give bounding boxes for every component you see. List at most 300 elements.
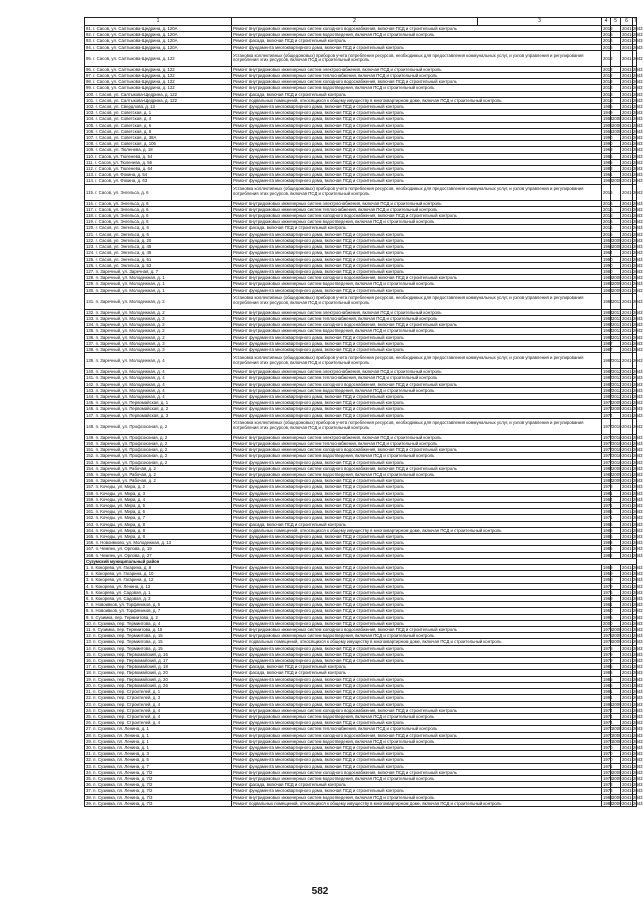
work-type-cell: Ремонт внутридомовых инженерных систем холодного водоснабжения, включая ПСД и строительный контроль [232,447,602,453]
work-type-cell: Ремонт внутридомовых инженерных систем водоотведения, включая ПСД и строительный контроль [232,775,602,781]
year-built-cell: 1966 [603,244,613,250]
table-row [85,293,637,309]
row-number: 132 [86,309,94,315]
address-cell: 140. п. Заречный, ул. Молодежная, д. 4 [85,369,232,375]
last-repair-year-cell: 2010 [612,453,622,459]
last-repair-year-cell: 2011 [612,315,622,321]
address-cell: 109. г. Сасов, ул. Тюленева, д. 18 [85,147,232,153]
address-cell: 159. п. Кочеды, ул. Мира, д. 4 [85,496,232,502]
planned-period-cell: 2041-2043 [622,670,643,676]
year-built-cell: 1961 [603,172,613,178]
address-text: г. Сасов, ул. Салтыкова-Щедрина, д. 122 [95,91,178,97]
last-repair-year-cell: 2009 [612,406,622,412]
year-built-cell: 1987 [603,387,613,393]
address-text: п. Заречный, ул. Заречная, д. 7 [95,268,158,274]
address-text: п. Кочеды, ул. Мира, д. 5 [95,503,145,508]
year-built-cell: 1977 [602,418,611,434]
address-text: г. Сасов, ул. Советская, д. 1 [95,110,152,116]
year-built-cell: 1987 [602,353,611,369]
planned-period-cell: 2041-2043 [622,707,643,713]
header-col-1: 1 [85,18,232,26]
year-built-cell: 2013 [603,73,613,79]
address-text: г. Сасов, ул. Салтыкова-Щедрина, д. 122 [93,73,175,79]
address-cell: 124. г. Сасов, ул. Энгельса, д. 49 [85,250,232,256]
planned-period-cell: 2041-2043 [622,720,643,726]
year-built-cell: 2013 [603,97,613,103]
address-text: п. Сузимка, пл. Ленина, д. 7/3 [93,800,153,806]
planned-period-cell: 2041-2043 [622,97,643,103]
address-text: г. Сасов, ул. Советская, д. 4 [95,116,152,122]
work-type-cell: Ремонт фундамента многоквартирного дома, включая ПСД и строительный контроль [232,602,602,608]
address-text: п. Заречный, ул. Первомайская, д. 1 [95,400,169,406]
last-repair-year-cell: 2012 [612,369,622,375]
row-number: 4 [86,583,89,589]
row-number: 105 [86,122,94,128]
year-built-cell: 1984 [602,293,611,309]
address-text: п. Кокорева, ул. Садовая, д. 1 [90,589,151,595]
address-text: п. Сузимка, пер. Первомайский, д. 16 [93,651,168,657]
work-type-cell: Ремонт фундамента многоквартирного дома, включая ПСД и строительный контроль [232,44,602,50]
row-number: 126 [86,262,94,268]
work-type-cell: Ремонт внутридомовых инженерных систем теплоснабжения, включая ПСД и строительный контроль [232,375,602,381]
row-number: 21 [86,689,91,695]
address-cell: 17. п. Сузимка, пер. Первомайский, д. 18 [85,664,232,670]
address-text: п. Заречный, ул. Молодежная, д. 2 [95,328,165,334]
row-number: 143 [86,387,94,393]
row-number: 115 [86,189,93,195]
row-number: 28 [86,732,91,738]
address-text: п. Сузимка, пл. Ленина, д. 7/2 [93,775,153,781]
row-number: 34 [86,769,91,775]
address-text: п. Заречный, ул. Рабочая, д. 2 [95,465,156,471]
planned-period-cell: 2041-2043 [622,608,643,614]
row-number: 103 [86,110,94,116]
work-type-cell: Ремонт фундамента многоквартирного дома, включая ПСД и строительный контроль [232,412,602,418]
work-type-cell: Ремонт фундамента многоквартирного дома, включая ПСД и строительный контроль [232,757,602,763]
address-cell: 11. п. Сузимка, пер. Термиитова, д. 15 [85,627,232,633]
address-cell: 143. п. Заречный, ул. Молодежная, д. 4 [85,387,232,393]
address-text: г. Сасов, ул. Свердлова, д. 13 [95,104,155,110]
row-number: 37 [86,788,91,794]
planned-period-cell: 2041-2043 [622,434,643,440]
address-cell: 112. г. Сасов, ул. Тюленева, д. 64 [85,166,232,172]
work-type-cell: Ремонт подвальных помещений, относящихся к общему имуществу в многоквартирном доме, включая ПСД и строительный контроль [232,527,602,533]
address-cell: 2. п. Кокорева, ул. Гагарина, д. 10 [85,571,232,577]
last-repair-year-cell: 2009 [612,794,622,800]
address-cell: 28. п. Сузимка, пл. Ленина, д. 1 [85,732,232,738]
address-text: п. Заречный, ул. Профсоюзная, д. 2 [95,423,168,429]
row-number: 161 [86,509,94,515]
work-type-cell: Ремонт фундамента многоквартирного дома, включая ПСД и строительный контроль [232,676,602,682]
year-built-cell: 1984 [603,334,613,340]
address-cell: 154. п. Заречный, ул. Рабочая, д. 2 [85,465,232,471]
work-type-cell: Ремонт внутридомовых инженерных систем водоотведения, включая ПСД и строительный контроль [232,281,602,287]
planned-period-cell: 2041-2043 [622,713,643,719]
address-text: п. Сузимка, пер. Термиитова, д. 2 [90,614,158,620]
row-number: 159 [86,496,94,502]
address-text: г. Сасов, ул. Салтыкова-Щедрина, д. 120А [93,38,178,44]
year-built-cell: 1970 [603,751,613,757]
address-cell: 103. г. Сасов, ул. Советская, д. 1 [85,110,232,116]
row-number: 98 [86,79,91,85]
row-number: 131 [86,298,94,304]
work-type-cell: Ремонт фундамента многоквартирного дома, включая ПСД и строительный контроль [232,459,602,465]
address-cell: 96. г. Сасов, ул. Салтыкова-Щедрина, д. 122 [85,66,232,72]
address-text: п. Кокорева, ул. Гагарина, д. 10 [90,571,154,577]
planned-period-cell: 2041-2043 [621,184,633,200]
row-number: 18 [86,670,91,676]
address-text: п. Кочеды, ул. Мира, д. 6 [95,509,145,515]
address-cell: 25. п. Сузимка, пер. Строителей, д. 4 [85,713,232,719]
planned-period-cell: 2041-2043 [622,110,643,116]
row-number: 166 [86,540,94,546]
last-repair-year-cell: 2011 [612,322,622,328]
work-type-cell: Ремонт фундамента многоквартирного дома, включая ПСД и строительный контроль [232,334,602,340]
planned-period-cell: 2041-2043 [622,509,643,515]
planned-period-cell: 2041-2043 [622,620,643,626]
address-cell: 160. п. Кочеды, ул. Мира, д. 5 [85,503,232,509]
work-type-cell: Ремонт фасада, включая ПСД и строительный контроль [232,670,602,676]
year-built-cell: 1974 [603,713,613,719]
planned-period-cell: 2041-2043 [622,387,643,393]
year-built-cell: 1990 [603,262,613,268]
row-number: 150 [86,440,94,446]
planned-period-cell: 2041-2043 [622,322,643,328]
work-type-cell: Ремонт внутридомовых инженерных систем холодного водоснабжения, включая ПСД и строительный контроль [232,627,602,633]
row-number: 3 [86,577,89,583]
address-text: п. Заречный, ул. Молодежная, д. 4 [95,358,165,364]
row-number: 123 [86,244,94,250]
address-text: п. Сузимка, пл. Ленина, д. 1 [93,726,149,732]
row-number: 24 [86,707,91,713]
address-text: г. Сасов, ул. Энгельса, д. 51 [95,256,152,262]
planned-period-cell: 2041-2043 [622,38,643,44]
row-number: 110 [86,153,93,159]
year-built-cell: 1986 [603,521,613,527]
last-repair-year-cell: 2009 [612,769,622,775]
planned-period-cell: 2041-2043 [622,633,643,639]
year-built-cell: 1979 [603,583,613,589]
row-number: 17 [86,664,91,670]
work-type-cell: Ремонт внутридомовых инженерных систем холодного водоснабжения, включая ПСД и строительный контроль [232,26,602,32]
address-cell: 9. п. Сузимка, пер. Термиитова, д. 2 [85,614,232,620]
work-type-cell: Ремонт подвальных помещений, относящихся к общему имуществу в многоквартирном доме, включая ПСД и строительный контроль [232,639,602,645]
year-built-cell: 1954 [603,116,613,122]
year-built-cell: 1991 [603,701,613,707]
address-cell: 145. п. Заречный, ул. Первомайская, д. 1 [85,400,232,406]
year-built-cell: 1983 [603,281,613,287]
planned-period-cell: 2041-2043 [622,309,643,315]
last-repair-year-cell: 2009 [612,701,622,707]
planned-period-cell: 2041-2043 [622,268,643,274]
year-built-cell: 2016 [603,200,613,206]
address-text: г. Сасов, ул. Салтыкова-Щедрина, д. 120А [93,26,178,31]
year-built-cell: 1977 [603,447,613,453]
address-cell: 3. п. Кокорева, ул. Гагарина, д. 12 [85,577,232,583]
address-cell: 107. г. Сасов, ул. Советская, д. 38А [85,135,232,141]
address-cell: 150. п. Заречный, ул. Профсоюзная, д. 2 [85,440,232,446]
row-number: 145 [86,400,94,406]
address-text: п. Новоивков, ул. Торфяников, д. 5 [90,602,161,608]
address-text: п. Сузимка, пл. Ленина, д. 7/2 [93,769,153,775]
planned-period-cell: 2041-2043 [622,369,643,375]
address-text: г. Сасов, ул. Энгельса, д. 6 [95,231,149,237]
address-cell: 20. п. Сузимка, пер. Первомайский, д. 26 [85,682,232,688]
address-cell: 162. п. Кочеды, ул. Мира, д. 7 [85,515,232,521]
row-number: 29 [86,738,91,744]
header-col-5: 5 [611,18,621,26]
address-text: п. Сузимка, пл. Ленина, д. 1 [93,744,149,750]
header-col-4: 4 [602,18,611,26]
address-cell: 148. п. Заречный, ул. Профсоюзная, д. 2 [85,418,232,434]
address-cell: 126. г. Сасов, ул. Энгельса, д. 53 [85,262,232,268]
year-built-cell: 1970 [603,744,613,750]
address-cell: 6. п. Кокорева, ул. Садовая, д. 3 [85,596,232,602]
work-type-cell: Установка коллективных (общедомовых) приборов учета потребления ресурсов, необходимых для предоставления коммунальных услуг, и узлов управления и регулирования потребления этих ресурсов, включая ПСД и строительный контроль [232,353,602,369]
address-text: п. Заречный, ул. Профсоюзная, д. 2 [95,447,168,453]
address-text: п. Сузимка, пер. Строителей, д. 1 [93,689,161,695]
address-cell: 13. п. Сузимка, пер. Термиитова, д. 15 [85,639,232,645]
address-cell: 156. п. Заречный, ул. Рабочая, д. 2 [85,478,232,484]
work-type-cell: Ремонт внутридомовых инженерных систем водоотведения, включая ПСД и строительный контроль [232,471,602,477]
row-number: 153 [86,459,94,465]
address-text: п. Кочеды, ул. Мира, д. 7 [95,515,145,521]
address-cell: 21. п. Сузимка, пер. Строителей, д. 1 [85,689,232,695]
year-built-cell: 2016 [602,184,611,200]
last-repair-year-cell: 2009 [612,400,622,406]
work-type-cell: Ремонт внутридомовых инженерных систем холодного водоснабжения, включая ПСД и строительный контроль [232,707,602,713]
address-text: п. Сузимка, пер. Термиитова, д. 15 [92,627,163,633]
address-cell: 155. п. Заречный, ул. Рабочая, д. 2 [85,471,232,477]
last-repair-year-cell: 2009 [612,639,622,645]
row-number: 94 [86,44,91,50]
address-text: г. Сасов, ул. Салтыкова-Щедрина, д. 122 [93,85,175,91]
last-repair-year-cell: 2009 [612,287,622,293]
address-cell: 134. п. Заречный, ул. Молодежная, д. 2 [85,322,232,328]
address-text: п. Сузимка, пер. Термиитова, д. 15 [93,633,163,639]
year-built-cell: 1984 [603,309,613,315]
address-text: п. Сузимка, пер. Строителей, д. 4 [93,713,161,719]
planned-period-cell: 2041-2043 [622,527,643,533]
planned-period-cell: 2041-2043 [622,381,643,387]
row-number: 93 [86,38,91,44]
work-type-cell: Ремонт внутридомовых инженерных систем электроснабжения, включая ПСД и строительный контроль [232,434,602,440]
row-number: 151 [86,447,94,453]
row-number: 141 [86,375,94,381]
last-repair-year-cell: 2009 [612,633,622,639]
row-number: 111 [86,159,93,165]
row-number: 92 [86,32,91,38]
last-repair-year-cell: 2011 [611,293,621,309]
row-number: 30 [86,744,91,750]
planned-period-cell: 2041-2043 [622,225,643,231]
last-repair-year-cell: 2009 [612,275,622,281]
row-number: 147 [86,412,94,418]
address-text: г. Сасов, ул. Советская, д. 106 [95,141,156,147]
row-number: 114 [86,178,93,184]
work-type-cell: Установка коллективных (общедомовых) приборов учета потребления ресурсов, необходимых для предоставления коммунальных услуг, и узлов управления и регулирования потребления этих ресурсов, включая ПСД и строительный контроль [232,50,602,66]
work-type-cell: Ремонт фундамента многоквартирного дома, включая ПСД и строительный контроль [232,478,602,484]
planned-period-cell: 2041-2043 [622,627,643,633]
work-type-cell: Ремонт фундамента многоквартирного дома, включая ПСД и строительный контроль [232,262,602,268]
year-built-cell: 2013 [603,79,613,85]
last-repair-year-cell: 2009 [612,281,622,287]
planned-period-cell: 2041-2043 [622,172,643,178]
work-type-cell: Ремонт фасада, включая ПСД и строительный контроль [232,782,602,788]
address-cell: 4. п. Кокорева, ул. Ленина, д. 13 [85,583,232,589]
planned-period-cell: 2041-2043 [622,490,643,496]
year-built-cell: 2000 [603,620,613,626]
work-type-cell: Ремонт внутридомовых инженерных систем теплоснабжения, включая ПСД и строительный контроль [232,440,602,446]
planned-period-cell: 2041-2043 [622,695,643,701]
year-built-cell: 1971 [603,503,613,508]
last-repair-year-cell: 2008 [612,732,622,738]
work-type-cell: Ремонт фундамента многоквартирного дома, включая ПСД и строительный контроль [232,589,602,595]
planned-period-cell: 2041-2043 [622,375,643,381]
planned-period-cell: 2041-2043 [622,775,643,781]
row-number: 100 [86,91,94,97]
year-built-cell: 1984 [603,478,613,484]
year-built-cell: 1983 [603,800,613,806]
year-built-cell: 1974 [603,412,613,418]
planned-period-cell: 2041-2043 [622,726,643,732]
address-cell: 136. п. Заречный, ул. Молодежная, д. 2 [85,334,232,340]
year-built-cell: 1983 [603,540,613,546]
work-type-cell: Ремонт внутридомовых инженерных систем электроснабжения, включая ПСД и строительный контроль [232,200,602,206]
table-row [85,418,637,434]
work-type-cell: Ремонт фундамента многоквартирного дома, включая ПСД и строительный контроль [232,166,602,172]
work-type-cell: Ремонт внутридомовых инженерных систем водоотведения, включая ПСД и строительный контроль [232,794,602,800]
row-number: 38 [86,794,91,800]
year-built-cell: 1987 [603,393,613,399]
row-number: 129 [86,281,94,287]
work-type-cell: Ремонт фундамента многоквартирного дома, включая ПСД и строительный контроль [232,509,602,515]
year-built-cell: 1976 [603,589,613,595]
work-type-cell: Ремонт фундамента многоквартирного дома, включая ПСД и строительный контроль [232,141,602,147]
planned-period-cell: 2041-2043 [622,515,643,521]
address-text: п. Заречный, ул. Молодежная, д. 4 [95,393,165,399]
address-cell: 10. п. Сузимка, пер. Термиитова, д. 4 [85,620,232,626]
address-text: г. Сасов, ул. Энгельса, д. 20 [95,237,152,243]
address-cell: 164. п. Кочеды, ул. Мира, д. 8 [85,527,232,533]
row-number: 149 [86,434,94,440]
planned-period-cell: 2041-2043 [622,447,643,453]
row-number: 97 [86,73,91,79]
register-body [85,26,643,807]
planned-period-cell: 2041-2043 [622,744,643,750]
address-cell: 97. г. Сасов, ул. Салтыкова-Щедрина, д. 122 [85,73,232,79]
row-number: 106 [86,128,94,134]
address-cell: 102. г. Сасов, ул. Свердлова, д. 13 [85,104,232,110]
planned-period-cell: 2041-2043 [622,534,643,540]
row-number: 31 [86,751,91,757]
work-type-cell: Ремонт фасада, включая ПСД и строительный контроль [232,521,602,527]
row-number: 135 [86,328,94,334]
work-type-cell: Установка коллективных (общедомовых) приборов учета потребления ресурсов, необходимых для предоставления коммунальных услуг, и узлов управления и регулирования потребления этих ресурсов, включая ПСД и строительный контроль [232,184,602,200]
work-type-cell: Ремонт фундамента многоквартирного дома, включая ПСД и строительный контроль [232,583,602,589]
address-text: п. Заречный, ул. Профсоюзная, д. 2 [95,434,168,440]
planned-period-cell: 2041-2043 [621,353,633,369]
year-built-cell: 1982 [603,552,613,558]
address-cell: 111. г. Сасов, ул. Тюленева, д. 56 [85,159,232,165]
work-type-cell: Ремонт фундамента многоквартирного дома, включая ПСД и строительный контроль [232,250,602,256]
row-number: 152 [86,453,94,459]
work-type-cell: Ремонт внутридомовых инженерных систем водоотведения, включая ПСД и строительный контроль [232,738,602,744]
row-number: 15 [86,651,91,657]
address-text: п. Сузимка, пер. Строителей, д. 3 [93,695,161,701]
row-number: 95 [86,55,91,61]
address-text: п. Сузимка, пер. Первомайский, д. 20 [93,670,168,676]
row-number: 121 [86,231,94,237]
work-type-cell: Ремонт фундамента многоквартирного дома, включая ПСД и строительный контроль [232,159,602,165]
work-type-cell: Ремонт фундамента многоквартирного дома, включая ПСД и строительный контроль [232,596,602,602]
address-cell: 100. г. Сасов, ул. Салтыкова-Щедрина, д. 122 [85,91,232,97]
planned-period-cell: 2041-2043 [622,287,643,293]
last-repair-year-cell: 2012 [612,381,622,387]
address-text: п. Чемпек, ул. Орлова, д. 27 [95,552,152,558]
planned-period-cell: 2041-2043 [622,116,643,122]
address-cell: 138. п. Заречный, ул. Молодежная, д. 3 [85,346,232,352]
work-type-cell: Ремонт фасада, включая ПСД и строительный контроль [232,664,602,670]
address-text: г. Сасов, ул. Советская, д. 6 [95,122,152,128]
row-number: 160 [86,503,94,508]
address-cell: 15. п. Сузимка, пер. Первомайский, д. 16 [85,651,232,657]
planned-period-cell: 2041-2043 [622,658,643,664]
planned-period-cell: 2041-2043 [622,135,643,141]
planned-period-cell: 2041-2043 [622,614,643,620]
year-built-cell: 2016 [603,206,613,212]
last-repair-year-cell: 2008 [612,726,622,732]
work-type-cell: Ремонт внутридомовых инженерных систем водоотведения, включая ПСД и строительный контроль [232,713,602,719]
work-type-cell: Ремонт фундамента многоквартирного дома, включая ПСД и строительный контроль [232,135,602,141]
work-type-cell: Ремонт подвальных помещений, относящихся к общему имуществу в многоквартирном доме, включая ПСД и строительный контроль [232,800,602,806]
address-cell: 92. г. Сасов, ул. Салтыкова-Щедрина, д. 120А [85,32,232,38]
planned-period-cell: 2041-2043 [622,546,643,552]
row-number: 36 [86,782,91,788]
column-number-row [85,18,637,26]
planned-period-cell: 2041-2043 [622,800,643,806]
row-number: 124 [86,250,94,256]
address-text: п. Заречный, ул. Профсоюзная, д. 2 [95,459,168,465]
year-built-cell: 1959 [603,565,613,571]
address-cell: 127. п. Заречный, ул. Заречная, д. 7 [85,268,232,274]
work-type-cell: Ремонт фундамента многоквартирного дома, включая ПСД и строительный контроль [232,237,602,243]
address-text: п. Кокорева, ул. Садовая, д. 3 [90,596,151,602]
year-built-cell: 1984 [603,328,613,334]
planned-period-cell: 2041-2043 [622,122,643,128]
address-text: п. Заречный, ул. Рабочая, д. 2 [95,471,156,477]
year-built-cell: 1970 [603,738,613,744]
address-text: п. Заречный, ул. Молодежная, д. 4 [95,369,165,375]
year-built-cell: 1974 [603,400,613,406]
work-type-cell: Ремонт фундамента многоквартирного дома, включая ПСД и строительный контроль [232,552,602,558]
row-number: 96 [86,66,91,72]
work-type-cell: Ремонт фундамента многоквартирного дома, включая ПСД и строительный контроль [232,346,602,352]
last-repair-year-cell: 2008 [612,128,622,134]
address-text: г. Сасов, ул. Энгельса, д. 45 [95,244,152,250]
planned-period-cell: 2041-2043 [622,571,643,577]
year-built-cell: 1985 [603,670,613,676]
address-cell: 152. п. Заречный, ул. Профсоюзная, д. 2 [85,453,232,459]
planned-period-cell: 2041-2043 [622,788,643,794]
register-sheet [84,17,643,807]
address-text: п. Заречный, ул. Молодежная, д. 1 [95,287,165,293]
work-type-cell: Ремонт фундамента многоквартирного дома, включая ПСД и строительный контроль [232,178,602,184]
year-built-cell: 1983 [603,275,613,281]
row-number: 33 [86,763,91,769]
work-type-cell: Ремонт фундамента многоквартирного дома, включая ПСД и строительный контроль [232,763,602,769]
year-built-cell: 1985 [603,664,613,670]
